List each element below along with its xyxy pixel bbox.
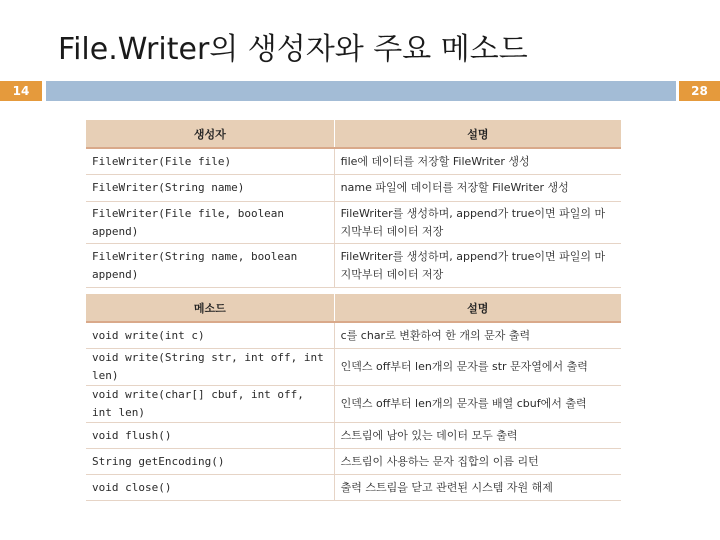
- method-signature: void flush(): [86, 423, 334, 449]
- constructor-description: FileWriter를 생성하며, append가 true이면 파일의 마지막부터 데이터 저장: [334, 202, 621, 244]
- table-header-row: [86, 294, 621, 322]
- method-signature: void write(char[] cbuf, int off, int len): [86, 386, 334, 423]
- constructor-description: name 파일에 데이터를 저장할 FileWriter 생성: [334, 175, 621, 202]
- page-number: 28: [679, 81, 720, 101]
- column-header: 설명: [334, 120, 621, 148]
- method-description: 스트림이 사용하는 문자 집합의 이름 리턴: [334, 449, 621, 475]
- table-row: [86, 202, 621, 244]
- column-header: 설명: [334, 294, 621, 322]
- table-row: [86, 322, 621, 349]
- method-description: 출력 스트림을 닫고 관련된 시스템 자원 해제: [334, 475, 621, 501]
- table-row: [86, 423, 621, 449]
- table-row: [86, 449, 621, 475]
- method-description: 스트림에 남아 있는 데이터 모두 출력: [334, 423, 621, 449]
- constructor-signature: FileWriter(File file, boolean append): [86, 202, 334, 244]
- method-signature: void write(int c): [86, 322, 334, 349]
- method-description: c를 char로 변환하여 한 개의 문자 출력: [334, 322, 621, 349]
- header-bar-band: [46, 81, 676, 101]
- method-signature: String getEncoding(): [86, 449, 334, 475]
- column-header: 메소드: [86, 294, 334, 322]
- constructor-description: FileWriter를 생성하며, append가 true이면 파일의 마지막부터 데이터 저장: [334, 244, 621, 288]
- constructor-signature: FileWriter(String name): [86, 175, 334, 202]
- table-row: [86, 475, 621, 501]
- table-row: [86, 148, 621, 175]
- method-signature: void close(): [86, 475, 334, 501]
- table-row: [86, 386, 621, 423]
- table-row: [86, 175, 621, 202]
- method-description: 인덱스 off부터 len개의 문자를 str 문자열에서 출력: [334, 349, 621, 386]
- method-signature: void write(String str, int off, int len): [86, 349, 334, 386]
- column-header: 생성자: [86, 120, 334, 148]
- table-row: [86, 244, 621, 288]
- slide-index-label: 14: [0, 81, 42, 101]
- constructor-description: file에 데이터를 저장할 FileWriter 생성: [334, 148, 621, 175]
- method-description: 인덱스 off부터 len개의 문자를 배열 cbuf에서 출력: [334, 386, 621, 423]
- constructor-signature: FileWriter(File file): [86, 148, 334, 175]
- constructor-signature: FileWriter(String name, boolean append): [86, 244, 334, 288]
- header-bar: [0, 81, 720, 101]
- slide-title: File.Writer의 생성자와 주요 메소드: [58, 32, 528, 67]
- table-row: [86, 349, 621, 386]
- table-header-row: [86, 120, 621, 148]
- constructors-table: [86, 120, 621, 288]
- methods-table: [86, 294, 621, 501]
